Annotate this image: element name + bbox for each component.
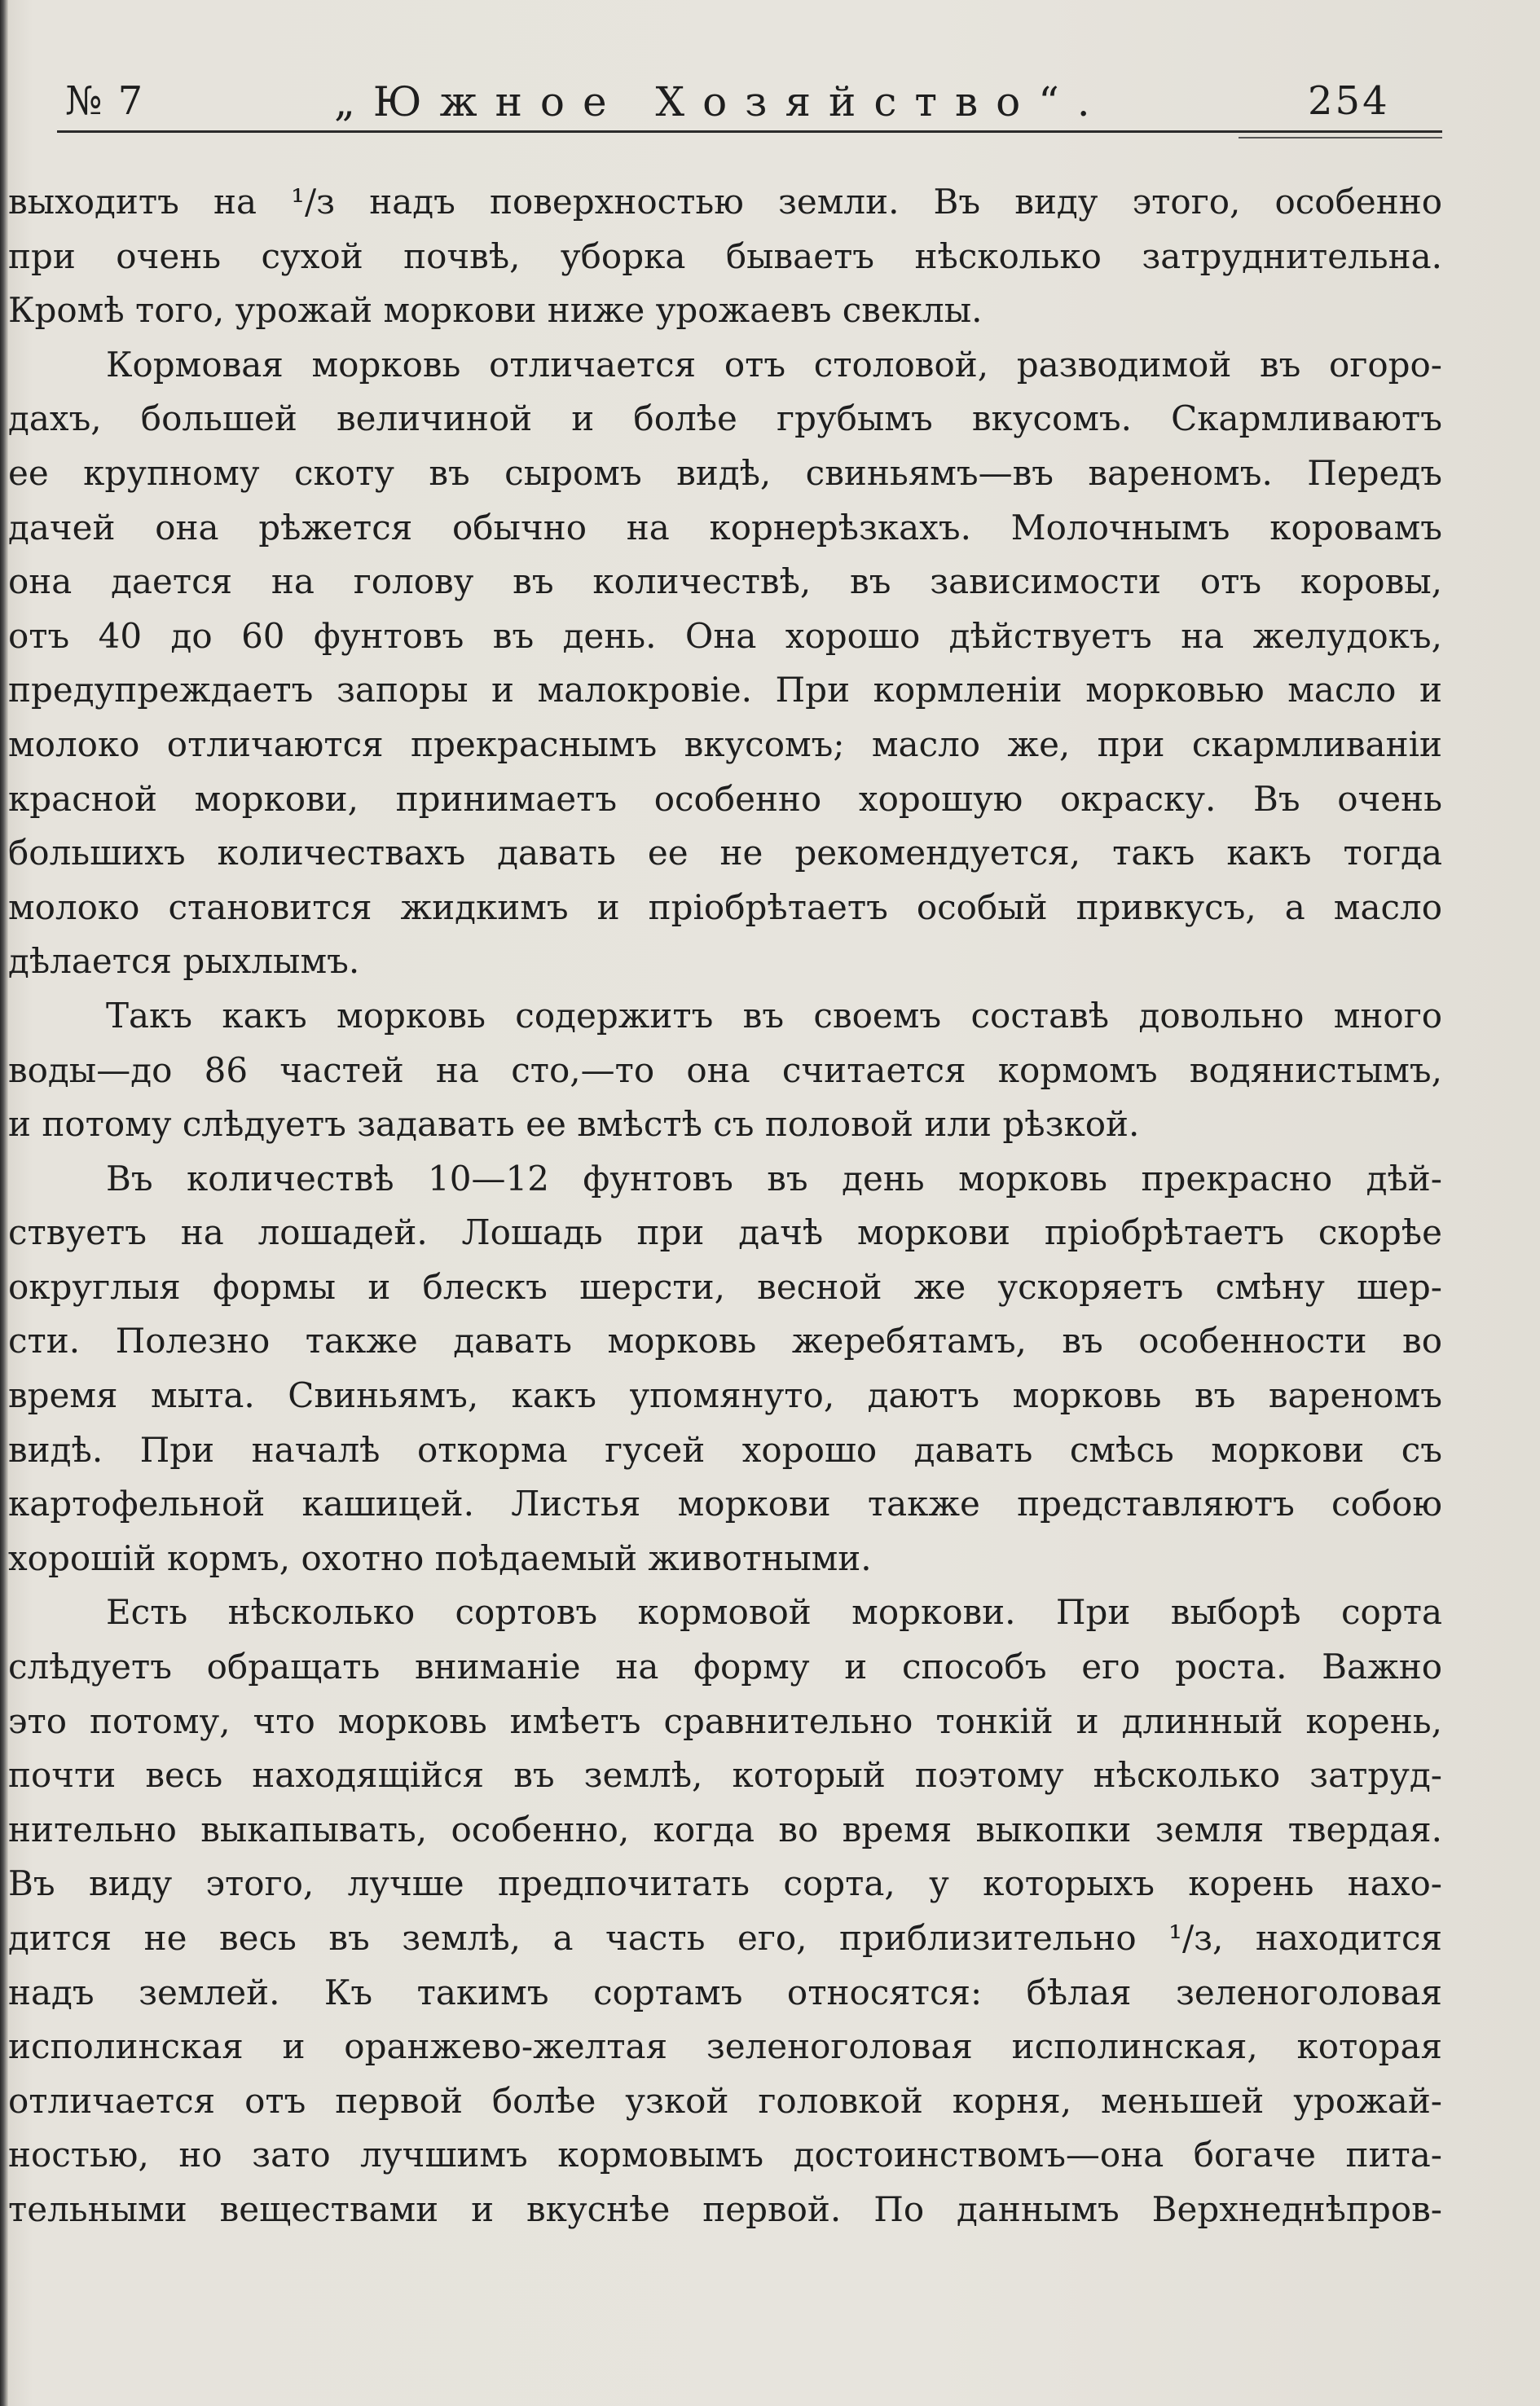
article-body (8, 175, 1442, 2237)
text-line: видѣ. При началѣ откорма гусей хорошо давать смѣсь моркови съ (8, 1429, 1442, 1470)
text-line: воды—до 86 частей на сто,—то она считается кормомъ водянистымъ, (8, 1049, 1442, 1090)
text-line: хорошій кормъ, охотно поѣдаемый животными. (8, 1537, 872, 1578)
text-line: дахъ, большей величиной и болѣе грубымъ вкусомъ. Скармливаютъ (8, 398, 1442, 439)
text-line: отличается отъ первой болѣе узкой головкой корня, меньшей урожай- (8, 2080, 1442, 2121)
page-number: 254 (1308, 78, 1390, 124)
text-line: исполинская и оранжево-желтая зеленоголовая исполинская, которая (8, 2026, 1442, 2067)
text-line: округлыя формы и блескъ шерсти, весной же ускоряетъ смѣну шер- (8, 1266, 1442, 1307)
text-line: ностью, но зато лучшимъ кормовымъ достоинствомъ—она богаче пита- (8, 2135, 1442, 2175)
text-line: выходитъ на ¹/з надъ поверхностью земли. Въ виду этого, особенно (8, 182, 1442, 222)
text-line: картофельной кашицей. Листья моркови также представляютъ собою (8, 1484, 1442, 1524)
text-line: Въ виду этого, лучше предпочитать сорта, у которыхъ корень нахо- (8, 1863, 1442, 1904)
text-line: время мыта. Свиньямъ, какъ упомянуто, даютъ морковь въ вареномъ (8, 1375, 1442, 1416)
text-line: это потому, что морковь имѣетъ сравнительно тонкій и длинный корень, (8, 1700, 1442, 1741)
text-line: дачей она рѣжется обычно на корнерѣзкахъ. Молочнымъ коровамъ (8, 507, 1442, 548)
text-line: при очень сухой почвѣ, уборка бываетъ нѣсколько затруднительна. (8, 235, 1442, 276)
text-line: отъ 40 до 60 фунтовъ въ день. Она хорошо дѣйствуетъ на желудокъ, (8, 615, 1442, 656)
text-line: нительно выкапывать, особенно, когда во время выкопки земля твердая. (8, 1809, 1442, 1850)
page-binding-edge (0, 0, 8, 2406)
text-line: Въ количествѣ 10—12 фунтовъ въ день морковь прекрасно дѣй- (106, 1158, 1442, 1199)
text-line: красной моркови, принимаетъ особенно хорошую окраску. Въ очень (8, 778, 1442, 819)
text-line: дѣлается рыхлымъ. (8, 941, 360, 982)
text-line: ее крупному скоту въ сыромъ видѣ, свиньямъ—въ вареномъ. Передъ (8, 452, 1442, 493)
text-line: ствуетъ на лошадей. Лошадь при дачѣ моркови пріобрѣтаетъ скорѣе (8, 1212, 1442, 1253)
text-line: и потому слѣдуетъ задавать ее вмѣстѣ съ половой или рѣзкой. (8, 1104, 1140, 1145)
issue-number: № 7 (65, 78, 145, 124)
text-line: предупреждаетъ запоры и малокровіе. При кормленіи морковью масло и (8, 670, 1442, 710)
text-line: дится не весь въ землѣ, а часть его, приблизительно ¹/з, находится (8, 1918, 1442, 1958)
text-line: большихъ количествахъ давать ее не рекомендуется, такъ какъ тогда (8, 833, 1442, 873)
text-line: надъ землей. Къ такимъ сортамъ относятся: бѣлая зеленоголовая (8, 1972, 1442, 2012)
text-line: почти весь находящійся въ землѣ, который поэтому нѣсколько затруд- (8, 1755, 1442, 1796)
text-line: она дается на голову въ количествѣ, въ зависимости отъ коровы, (8, 561, 1442, 602)
text-line: тельными веществами и вкуснѣе первой. По даннымъ Верхнеднѣпров- (8, 2188, 1442, 2229)
text-line: сти. Полезно также давать морковь жеребятамъ, въ особенности во (8, 1321, 1442, 1361)
text-line: молоко становится жидкимъ и пріобрѣтаетъ особый привкусъ, а масло (8, 886, 1442, 927)
text-line: молоко отличаются прекраснымъ вкусомъ; масло же, при скармливаніи (8, 724, 1442, 764)
text-line: Кромѣ того, урожай моркови ниже урожаевъ свеклы. (8, 290, 983, 331)
journal-title: „Южное Хозяйство“. (334, 78, 1108, 125)
text-line: Есть нѣсколько сортовъ кормовой моркови. При выборѣ сорта (106, 1592, 1442, 1633)
page-header (57, 72, 1442, 129)
header-rule-double (1239, 137, 1442, 139)
text-line: слѣдуетъ обращать вниманіе на форму и способъ его роста. Важно (8, 1647, 1442, 1687)
header-rule (57, 130, 1442, 136)
text-line: Такъ какъ морковь содержитъ въ своемъ составѣ довольно много (106, 995, 1442, 1036)
text-line: Кормовая морковь отличается отъ столовой, разводимой въ огоро- (106, 344, 1442, 385)
